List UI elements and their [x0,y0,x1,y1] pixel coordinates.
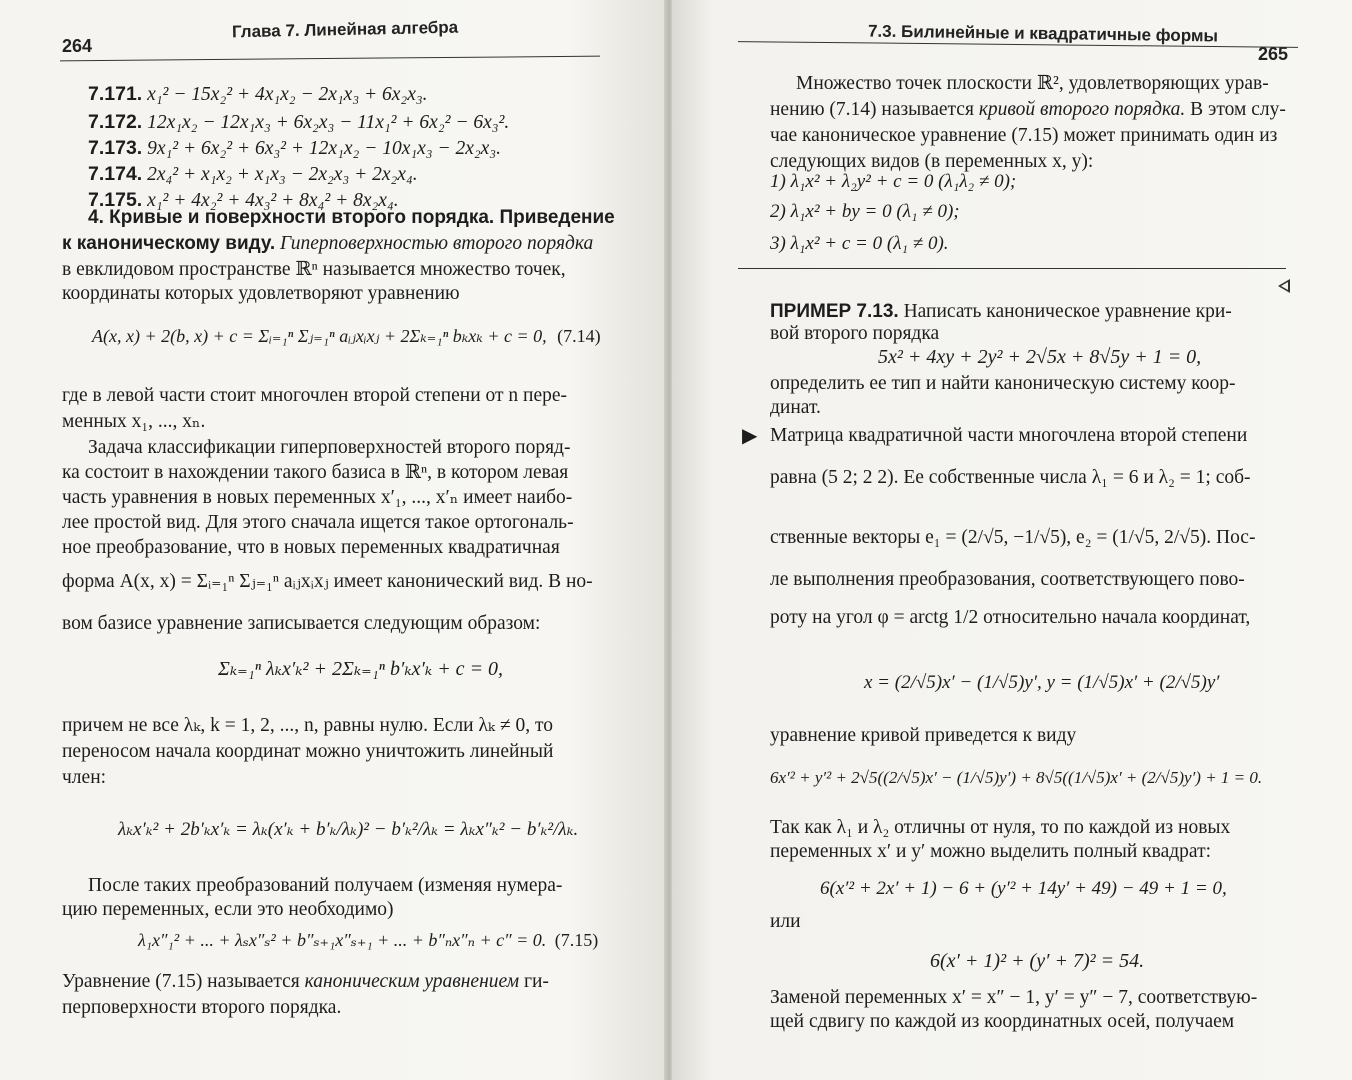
paragraph-line: ка состоит в нахождении такого базиса в ℝⁿ, в котором левая [62,462,569,483]
text-run: Написать каноническое уравнение кри- [898,301,1232,322]
paragraph-line: лее простой вид. Для этого сначала ищется такое ортогональ- [62,512,574,533]
paragraph-line: в евклидовом пространстве ℝⁿ называется множество точек, [62,259,566,280]
definition-term: каноническим уравнением [304,971,520,992]
paragraph-line: часть уравнения в новых переменных x′₁, ..., x′ₙ имеет наибо- [62,487,573,508]
paragraph-line: Задача классификации гиперповерхностей второго поряд- [88,437,571,458]
paragraph-line: ное преобразование, что в новых переменных квадратичная [62,537,560,558]
paragraph-line: уравнение кривой приведется к виду [770,725,1077,746]
example-equation: 5x² + 4xy + 2y² + 2√5x + 8√5y + 1 = 0, [878,346,1202,368]
exercise-7-171 [88,82,428,107]
example-triangle-inner [1281,282,1288,290]
paragraph-line: форма A(x, x) = Σᵢ₌₁ⁿ Σⱼ₌₁ⁿ aᵢⱼxᵢxⱼ имеет канонический вид. В но- [62,571,593,592]
paragraph-line: Матрица квадратичной части многочлена второй степени [770,425,1248,446]
paragraph-line: переменных x′ и y′ можно выделить полный квадрат: [770,841,1212,862]
text-run: В этом слу- [1185,99,1286,120]
solution-marker-icon: ▶ [742,425,758,447]
paragraph-line: определить ее тип и найти каноническую систему коор- [770,373,1236,394]
paragraph-line [62,970,549,994]
equation-7-14 [92,326,601,347]
exercise-7-173 [88,136,501,161]
exercise-number: 7.174. [88,163,143,185]
left-page [0,0,668,1080]
text-run: Уравнение (7.15) называется [62,971,305,992]
exercise-number: 7.171. [88,83,143,105]
equation-body: A(x, x) + 2(b, x) + c = Σᵢ₌₁ⁿ Σⱼ₌₁ⁿ aᵢⱼxᵢxⱼ + 2Σₖ₌₁ⁿ bₖxₖ + c = 0, [92,326,547,346]
result-equation: 6(x′ + 1)² + (y′ + 7)² = 54. [930,950,1145,972]
exercise-expression: 9x₁² + 6x₂² + 6x₃² + 12x₁x₂ − 10x₁x₃ − 2x₂x₃. [147,138,501,159]
exercise-expression: 12x₁x₂ − 12x₁x₃ + 6x₂x₃ − 11x₁² + 6x₂² − 6x₃². [147,112,510,133]
case-3: 3) λ₁x² + c = 0 (λ₁ ≠ 0). [770,233,949,254]
paragraph-line: причем не все λₖ, k = 1, 2, ..., n, равны нулю. Если λₖ ≠ 0, то [62,715,554,736]
definition-term: кривой второго порядка. [978,99,1186,120]
equation-7-15 [138,930,598,951]
paragraph-line: перповерхности второго порядка. [62,997,342,1018]
paragraph-line: ственные векторы e₁ = (2/√5, −1/√5), e₂ = (1/√5, 2/√5). Пос- [770,527,1256,548]
curve-equation: 6x′² + y′² + 2√5((2/√5)x′ − (1/√5)y′) + 8√5((1/√5)x′ + (2/√5)y′) + 1 = 0. [770,768,1263,787]
paragraph-line: где в левой части стоит многочлен второй степени от n пере- [62,385,568,406]
exercise-expression: 2x₄² + x₁x₂ + x₁x₃ − 2x₂x₃ + 2x₂x₄. [147,164,418,185]
exercise-7-174 [88,162,418,187]
paragraph-line: координаты которых удовлетворяют уравнению [62,283,460,304]
running-head-left: Глава 7. Линейная алгебра [231,17,459,42]
text-run: ги- [519,971,549,992]
example-label: ПРИМЕР 7.13. [770,301,899,322]
example-heading-line [770,300,1232,324]
equation-shift: λₖx′ₖ² + 2b′ₖx′ₖ = λₖ(x′ₖ + b′ₖ/λₖ)² − b′ₖ²/λₖ = λₖx″ₖ² − b′ₖ²/λₖ. [118,819,579,840]
paragraph-line: цию переменных, если это необходимо) [62,899,394,920]
equation-number: (7.14) [557,326,601,346]
exercise-expression: x₁² − 15x₂² + 4x₁x₂ − 2x₁x₃ + 6x₂x₃. [147,84,428,105]
exercise-number: 7.175. [88,189,143,211]
paragraph-line: ле выполнения преобразования, соответствующего пово- [770,569,1245,590]
paragraph-line: член: [62,767,107,788]
exercise-number: 7.172. [88,111,143,133]
paragraph-line: Множество точек плоскости ℝ², удовлетворяющих урав- [796,73,1269,94]
paragraph-line: вом базисе уравнение записывается следующим образом: [62,613,541,634]
paragraph-line: щей сдвигу по каждой из координатных осей, получаем [770,1011,1235,1032]
case-2: 2) λ₁x² + by = 0 (λ₁ ≠ 0); [770,201,960,222]
paragraph-line: динат. [770,397,821,418]
running-head-right: 7.3. Билинейные и квадратичные формы [867,21,1219,46]
page-number-left: 264 [62,36,93,56]
exercise-7-172 [88,110,509,135]
paragraph-line: Заменой переменных x′ = x″ − 1, y′ = y″ − 7, соответствую- [770,987,1258,1008]
paragraph-line: Так как λ₁ и λ₂ отличны от нуля, то по каждой из новых [770,817,1231,838]
paragraph-line [770,98,1286,122]
paragraph-line: или [770,911,801,932]
equation-number: (7.15) [554,930,599,950]
definition-term: Гиперповерхностью второго порядка [280,233,594,254]
equation-new-basis: Σₖ₌₁ⁿ λₖx′ₖ² + 2Σₖ₌₁ⁿ b′ₖx′ₖ + c = 0, [218,658,504,680]
section-title-line1: 4. Кривые и поверхности второго порядка. Приведение [88,207,615,228]
complete-square-equation: 6(x′² + 2x′ + 1) − 6 + (y′² + 14y′ + 49) − 49 + 1 = 0, [820,878,1227,899]
equation-body: λ₁x″₁² + ... + λₛx″ₛ² + b″ₛ₊₁x″ₛ₊₁ + ... + b″ₙx″ₙ + c″ = 0. [138,930,547,950]
paragraph-line: вой второго порядка [770,323,940,344]
paragraph-line: следующих видов (в переменных x, y): [770,151,1094,172]
paragraph-line: менных x₁, ..., xₙ. [62,411,206,432]
page-number-right: 265 [1258,44,1289,64]
header-rule-left [60,56,600,62]
paragraph-line: чае каноническое уравнение (7.15) может принимать один из [770,125,1278,146]
section-title-line2 [62,232,593,256]
case-1: 1) λ₁x² + λ₂y² + c = 0 (λ₁λ₂ ≠ 0); [770,171,1017,192]
rotation-equations: x = (2/√5)x′ − (1/√5)y′, y = (1/√5)x′ + (2/√5)y′ [864,672,1220,693]
paragraph-line: После таких преобразований получаем (изменяя нумера- [88,875,563,896]
paragraph-line: равна (5 2; 2 2). Ее собственные числа λ₁ = 6 и λ₂ = 1; соб- [770,467,1251,488]
right-page [672,0,1352,1080]
exercise-expression: x₁² + 4x₂² + 4x₃² + 8x₄² + 8x₂x₄. [147,190,399,211]
text-run: нению (7.14) называется [770,99,979,120]
paragraph-line: роту на угол φ = arctg 1/2 относительно начала координат, [770,607,1251,628]
paragraph-line: переносом начала координат можно уничтожить линейный [62,741,554,762]
exercise-number: 7.173. [88,137,143,159]
example-divider [738,268,1286,269]
section-title-tail: к каноническому виду. [62,233,276,254]
